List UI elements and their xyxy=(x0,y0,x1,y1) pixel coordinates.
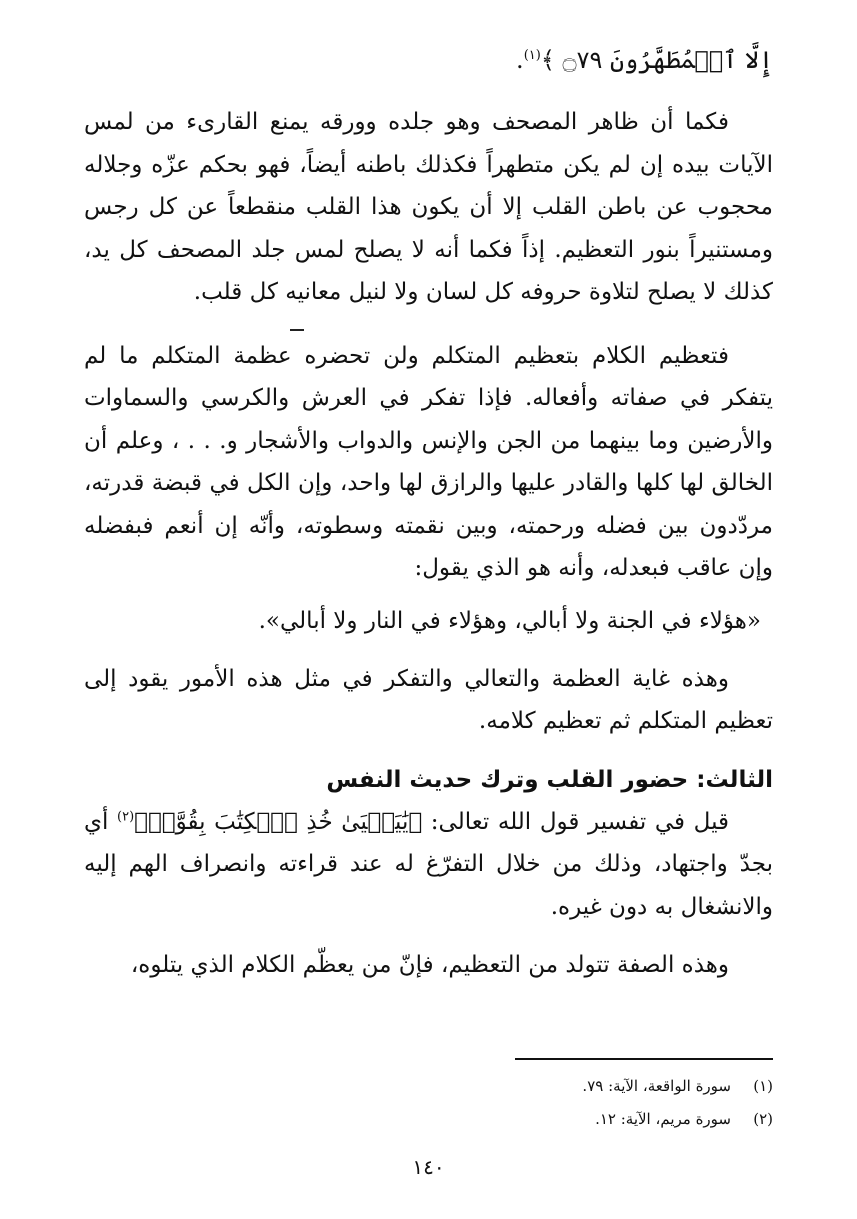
quran-verse: ﴿يَٰيَحۡيَىٰ خُذِ ٱلۡكِتَٰبَ بِقُوَّةٖ﴾ xyxy=(134,808,423,835)
paragraph-2: فتعظيم الكلام بتعظيم المتكلم ولن تحضره عظمة المتكلم ما لم يتفكر في صفاته وأفعاله. فإذا تفكر في العرش والكرسي والسماوات والأرضين وما بينهما من الجن والإنس والدواب والأشجار و. . . ، وعلم أن الخالق لها كلها والقادر عليها والرازق لها واحد، وإن الكل في قبضة قدرته، مردّدون بين فضله ورحمته، وبين نقمته وسطوته، وأنّه إن أنعم فبفضله وإن عاقب فبعدله، وأنه هو الذي يقول: xyxy=(84,342,773,581)
footnote-divider xyxy=(515,1058,773,1060)
footnote-ref-1: (١) xyxy=(523,48,541,63)
footnote-number: (١) xyxy=(753,1077,773,1095)
footnote-2 xyxy=(84,1103,773,1136)
verse-text: إِلَّا ٱلۡمُطَهَّرُونَ ۝٧٩ ﴾ xyxy=(540,46,773,74)
paragraph-5: وهذه الصفة تتولد من التعظيم، فإنّ من يعظّم الكلام الذي يتلوه، xyxy=(130,952,729,978)
verse-end: . xyxy=(516,46,524,74)
paragraph-4-intro: قيل في تفسير قول الله تعالى: xyxy=(422,808,729,835)
paragraph-4-rest: أي بجدّ واجتهاد، وذلك من خلال التفرّغ له عند قراءته وانصراف الهم إليه والانشغال به دون غيره. xyxy=(84,808,773,920)
page-number: ١٤٠ xyxy=(412,1155,445,1179)
footnote-number: (٢) xyxy=(753,1110,773,1128)
hadith-quote: «هؤلاء في الجنة ولا أبالي، وهؤلاء في النار ولا أبالي». xyxy=(258,607,761,634)
stray-mark xyxy=(290,329,304,331)
footnote-text: سورة مريم، الآية: ١٢. xyxy=(595,1110,731,1128)
section-heading: الثالث: حضور القلب وترك حديث النفس xyxy=(326,766,773,793)
verse-continuation xyxy=(84,40,773,80)
footnote-ref-2: (٢) xyxy=(117,808,135,824)
page-content xyxy=(84,40,773,987)
footnote-1 xyxy=(84,1070,773,1103)
paragraph-4 xyxy=(84,801,773,929)
paragraph-1: فكما أن ظاهر المصحف وهو جلده وورقه يمنع القارىء من لمس الآيات بيده إن لم يكن متطهراً فكذلك باطنه أيضاً، فهو بحكم عزّه وجلاله محجوب عن باطن القلب إلا أن يكون هذا القلب منقطعاً عن كل رجس ومستنيراً بنور التعظيم. إذاً فكما أنه لا يصلح لمس جلد المصحف كل يد، كذلك لا يصلح لتلاوة حروفه كل لسان ولا لنيل معانيه كل قلب. xyxy=(84,109,773,305)
footnote-text: سورة الواقعة، الآية: ٧٩. xyxy=(582,1077,731,1095)
footnotes xyxy=(84,1070,773,1136)
paragraph-3: وهذه غاية العظمة والتعالي والتفكر في مثل هذه الأمور يقود إلى تعظيم المتكلم ثم تعظيم كلامه. xyxy=(84,665,773,734)
